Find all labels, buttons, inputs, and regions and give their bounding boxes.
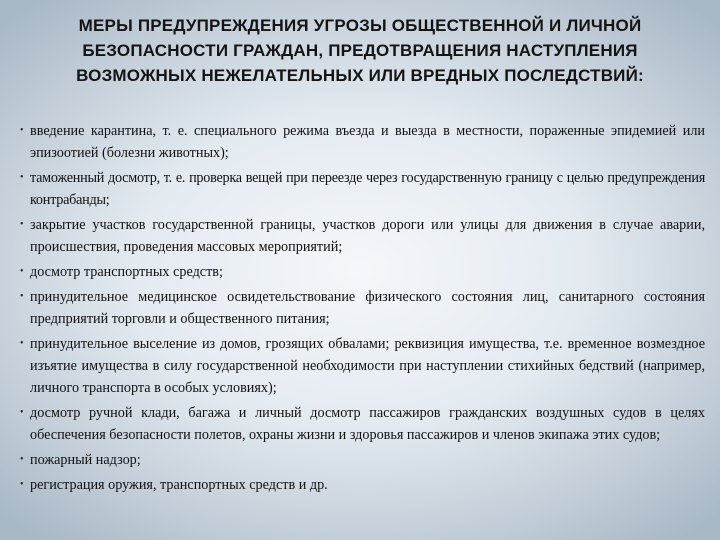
list-item (20, 449, 705, 471)
list-item-text: пожарный надзор; (30, 452, 141, 468)
list-item-text: закрытие участков государственной границы, участков дороги или улицы для движения в случае аварии, происшествия, проведения массовых мероприятий; (30, 217, 705, 255)
bullet-list (20, 120, 705, 499)
bullet-marker: • (20, 479, 24, 490)
list-item (20, 120, 705, 164)
list-item (20, 167, 705, 211)
list-item-text: досмотр ручной клади, багажа и личный досмотр пассажиров гражданских воздушных судов в целях обеспечения безопасности полетов, охраны жизни и здоровья пассажиров и членов экипажа этих судов; (30, 405, 705, 443)
bullet-marker: • (20, 407, 24, 418)
list-item (20, 333, 705, 399)
list-item-text: принудительное медицинское освидетельствование физического состояния лиц, санитарного состояния предприятий торговли и общественного питания; (30, 289, 705, 327)
bullet-marker: • (20, 454, 24, 465)
bullet-marker: • (20, 338, 24, 349)
list-item (20, 214, 705, 258)
list-item-text: введение карантина, т. е. специального режима въезда и выезда в местности, пораженные эпидемией или эпизоотией (болезни животных); (30, 123, 705, 161)
bullet-marker: • (20, 172, 24, 183)
slide-title: МЕРЫ ПРЕДУПРЕЖДЕНИЯ УГРОЗЫ ОБЩЕСТВЕННОЙ И ЛИЧНОЙ БЕЗОПАСНОСТИ ГРАЖДАН, ПРЕДОТВРАЩЕНИЯ НАСТУПЛЕНИЯ ВОЗМОЖНЫХ НЕЖЕЛАТЕЛЬНЫХ ИЛИ ВРЕДНЫХ ПОСЛЕДСТВИЙ: (76, 16, 644, 85)
list-item-text: таможенный досмотр, т. е. проверка вещей при переезде через государственную границу с целью предупреждения контрабанды; (30, 170, 705, 208)
list-item (20, 261, 705, 283)
list-item-text: регистрация оружия, транспортных средств и др. (30, 477, 328, 493)
list-item-text: досмотр транспортных средств; (30, 264, 223, 280)
bullet-marker: • (20, 266, 24, 277)
list-item (20, 402, 705, 446)
bullet-marker: • (20, 291, 24, 302)
list-item-text: принудительное выселение из домов, грозящих обвалами; реквизиция имущества, т.е. временное возмездное изъятие имущества в силу государственной необходимости при наступлении стихийных бедствий (например, личного транспорта в особых условиях); (30, 336, 705, 396)
list-item (20, 286, 705, 330)
bullet-marker: • (20, 125, 24, 136)
list-item (20, 474, 705, 496)
bullet-marker: • (20, 219, 24, 230)
